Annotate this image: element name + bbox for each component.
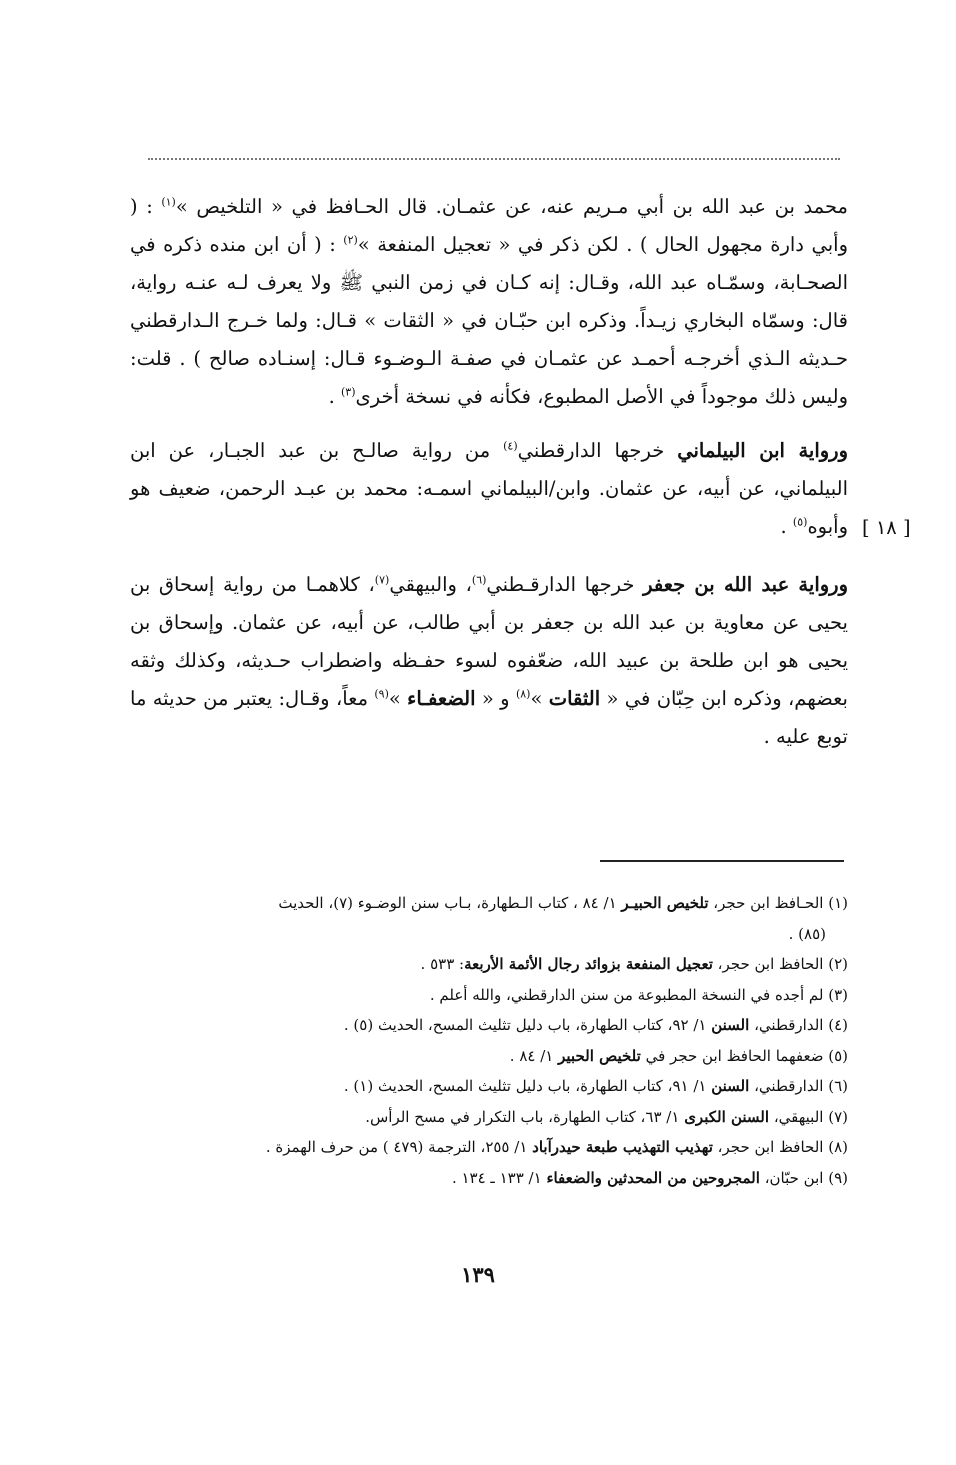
paragraph-2 — [130, 432, 848, 546]
p2-line-1: خرجها الدارقطني — [517, 439, 678, 462]
p3-line-3: وإسحاق بن يحيى هو ابن طلحة بن عبيد الله، ضعّفوه لسوء حفـظه واضطراب حـديثه، — [130, 611, 848, 672]
footnote-6-ref: ١/ ٩١، كتاب الطهارة، باب دليل تثليث المسح، الحديث (١) . — [343, 1077, 712, 1095]
footnote-separator — [600, 860, 844, 862]
p2-line-3: ضعيف هو وأبوه — [130, 477, 848, 538]
footnote-ref-4[interactable]: (٤) — [503, 439, 518, 453]
p3-line-4: وكذلك وثقه بعضهم، وذكره ابن حِبّان في « — [130, 649, 848, 710]
p2-line-2: ابن البيلماني، عن أبيه، عن عثمان. وابن/البيلماني اسمـه: محمد بن عبـد الرحمن، — [130, 439, 849, 500]
p2-line-3-end: . — [780, 515, 793, 538]
footnote-9-title: المجروحين من المحدثين والضعفاء — [546, 1168, 760, 1187]
footnote-7-author: (٧) البيهقي، — [769, 1107, 848, 1126]
footnote-6 — [130, 1071, 848, 1102]
footnote-2-title: تعجيل المنفعة بزوائد رجال الأئمة الأربعة — [464, 955, 713, 973]
footnote-1-author: (١) الحـافظ ابن حجر، — [708, 894, 848, 912]
p1-line-5: الـدارقطني حـديثه الـذي أخرجـه أحمـد عن عثمـان في صفـة الـوضـوء قـال: إسنـاده — [130, 309, 848, 370]
footnote-ref-7[interactable]: (٧) — [374, 573, 390, 587]
p3-line-4-a: » — [530, 687, 549, 710]
p3-line-5: يعتبر من حديثه ما توبع عليه . — [130, 687, 848, 748]
paragraph-3 — [130, 566, 848, 756]
footnote-1-title: تلخيص الحبيـر — [621, 894, 709, 912]
p1-line-2: ( وأبي دارة مجهول الحال ) . لكن ذكر في « تعجيل المنفعة » — [130, 195, 848, 256]
footnote-9-author: (٩) ابن حبّان، — [759, 1168, 848, 1187]
footnote-8-author: (٨) الحافظ ابن حجر، — [712, 1138, 848, 1156]
p3-line-4-b: و « — [475, 687, 516, 710]
p3-thiqat-bold: الثقات — [548, 687, 601, 710]
footnote-ref-2[interactable]: (٢) — [343, 233, 358, 247]
footnote-6-author: (٦) الدارقطني، — [749, 1077, 848, 1095]
p3-line-1-mid: ، والبيهقي — [389, 573, 472, 596]
footnote-1-ref: ١/ ٨٤ ، كتاب الـطهارة، بـاب سنن الوضـوء (٧)، الحديث — [278, 894, 622, 912]
footnote-ref-5[interactable]: (٥) — [792, 515, 808, 529]
page-number: ١٣٩ — [461, 1262, 495, 1287]
p2-lead-bold: ورواية ابن البيلماني — [677, 439, 849, 462]
footnote-5-title: تلخيص الحبير — [558, 1046, 641, 1065]
footnote-2 — [130, 949, 848, 980]
footnote-1-continued: (٨٥) . — [788, 924, 826, 943]
p3-duafa-bold: الضعفـاء — [407, 687, 476, 710]
p3-line-2: إسحاق بن يحيى عن معاوية بن عبد الله بن جعفر بن أبي طالب، عن أبيه، عن عثمان. — [130, 573, 848, 634]
footnote-3: (٣) لم أجده في النسخة المطبوعة من سنن الدارقطني، والله أعلم . — [429, 985, 848, 1004]
p3-line-4-end: معاً، وقـال: — [278, 687, 375, 710]
footnote-9 — [130, 1163, 848, 1194]
footnote-ref-1[interactable]: (١) — [161, 195, 176, 209]
p1-line-6: صالح ) . قلت: وليس ذلك موجوداً في الأصل المطبوع، فكأنه في نسخة أخرى — [130, 347, 848, 408]
p1-line-1-end: : — [146, 195, 162, 218]
paragraph-1 — [130, 188, 848, 416]
footnote-8 — [130, 1132, 848, 1163]
p3-line-1: خرجها الدارقـطني — [486, 573, 644, 596]
footnote-4-author: (٤) الدارقطني، — [749, 1016, 848, 1034]
footnote-9-ref: ١/ ١٣٣ ـ ١٣٤ . — [451, 1168, 547, 1187]
footnote-7-title: السنن الكبرى — [684, 1107, 770, 1126]
footnote-7-ref: ١/ ٦٣، كتاب الطهارة، باب التكرار في مسح الرأس. — [365, 1107, 685, 1126]
p3-lead-bold: ورواية عبد الله بن جعفر — [643, 573, 848, 596]
footnote-1 — [130, 888, 848, 919]
footnote-ref-6[interactable]: (٦) — [471, 573, 487, 587]
footnote-2-author: (٢) الحافظ ابن حجر، — [712, 955, 848, 973]
footnote-8-ref: ١/ ٢٥٥، الترجمة (٤٧٩ ) من حرف الهمزة . — [265, 1138, 533, 1156]
p1-line-2-end: : ( أن ابن منده ذكره — [163, 233, 344, 256]
margin-page-marker: [ ١٨ ] — [862, 516, 911, 539]
footnote-4-ref: ١/ ٩٢، كتاب الطهارة، باب دليل تثليث المسح، الحديث (٥) . — [343, 1016, 712, 1034]
footnote-ref-3[interactable]: (٣) — [340, 385, 356, 399]
p1-line-1: محمد بن عبد الله بن أبي مـريم عنه، عن عثمـان. قال الحـافظ في « التلخيص » — [175, 195, 848, 218]
footnote-4 — [130, 1010, 848, 1041]
footnote-7 — [130, 1102, 848, 1133]
footnote-2-ref: : ٥٣٣ . — [420, 955, 465, 973]
footnotes — [130, 888, 848, 1193]
main-text — [130, 188, 848, 756]
footnote-ref-8[interactable]: (٨) — [515, 687, 531, 701]
footnote-5-author: (٥) ضعفهما الحافظ ابن حجر في — [640, 1046, 848, 1065]
p3-line-1-end: ، كلاهمـا من رواية — [223, 573, 375, 596]
footnote-4-title: السنن — [711, 1016, 750, 1034]
footnote-6-title: السنن — [711, 1077, 750, 1095]
p1-line-4: رواية، قال: وسمّاه البخاري زيـداً. وذكره ابن حبّـان في « الثقات » قـال: ولما خـرج — [130, 271, 848, 332]
footnote-5 — [130, 1041, 848, 1072]
p1-line-3: في الصحـابة، وسمّـاه عبد الله، وقـال: إنه كـان في زمن النبي ﷺ ولا يعرف لـه عنـه — [130, 233, 849, 294]
p3-line-4-c: » — [388, 687, 408, 710]
p2-line-1-end: من رواية صالـح بن عبد الجبـار، عن — [168, 439, 504, 462]
footnote-8-title: تهذيب التهذيب طبعة حيدرآباد — [532, 1138, 713, 1156]
footnote-ref-9[interactable]: (٩) — [374, 687, 389, 701]
footnote-5-ref: ١/ ٨٤ . — [509, 1046, 559, 1065]
header-dotted-rule — [148, 158, 840, 160]
p1-line-6-end: . — [328, 385, 341, 408]
